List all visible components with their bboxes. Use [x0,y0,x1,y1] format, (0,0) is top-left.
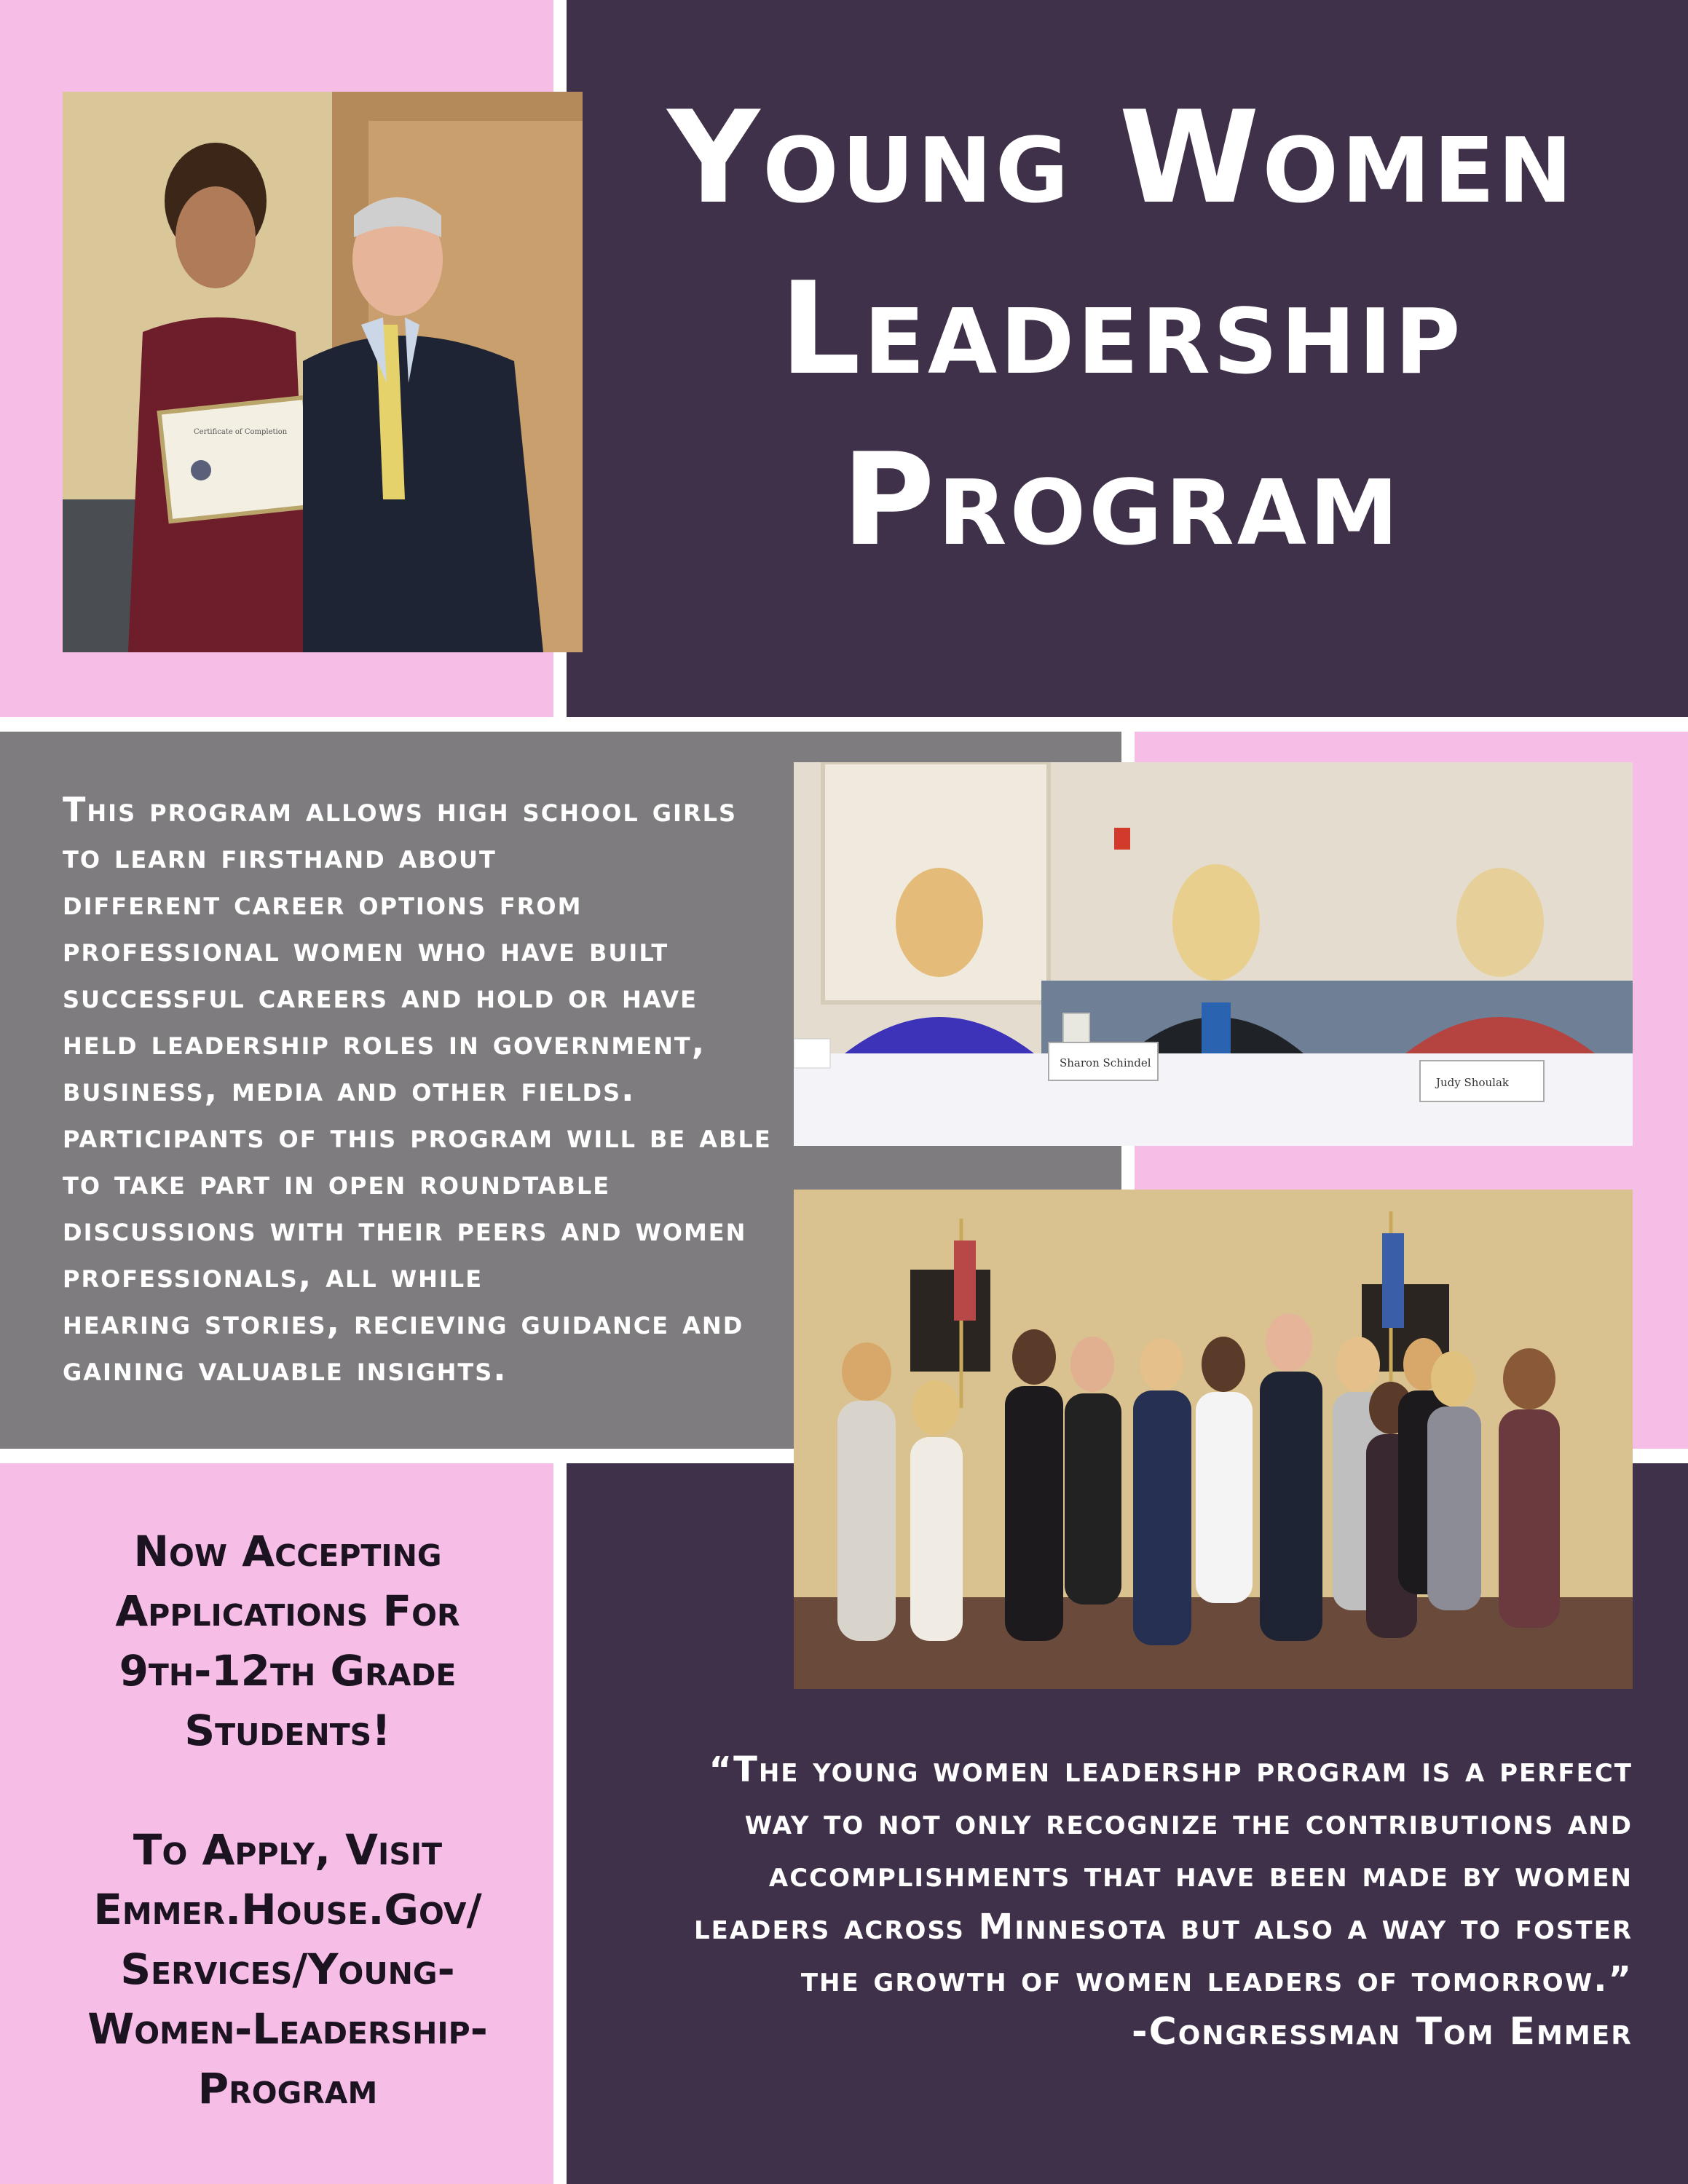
quote-line: the growth of women leaders of tomorrow.” [800,1959,1633,2000]
apply-url-line[interactable]: Women-Leadership- [87,2004,488,2054]
description-line: hearing stories, recieving guidance and [63,1302,744,1342]
quote-line: way to not only recognize the contributions and [744,1802,1633,1843]
description-line: gaining valuable insights. [63,1349,508,1388]
title-line-1: Young Women [667,84,1576,232]
nameplate-sharon-schindel: Sharon Schindel [1060,1056,1151,1069]
apply-line: Students! [184,1706,391,1755]
description-line: This program allows high school girls [63,790,738,829]
congressman-quote [613,1744,1633,2058]
description-line: to take part in open roundtable [63,1163,611,1202]
description-line: held leadership roles in government, [63,1023,706,1062]
quote-line: “The young women leadershp program is a perfect [709,1749,1633,1790]
program-description [63,786,791,1392]
title-line-2: Leadership [779,256,1464,403]
apply-line: To Apply, Visit [133,1825,443,1875]
quote-line: accomplishments that have been made by women [768,1854,1633,1895]
description-line: professionals, all while [63,1256,484,1295]
panel-discussion-photo [794,762,1633,1146]
apply-line: Now Accepting [133,1527,442,1576]
application-info [36,1522,539,2118]
quote-line: leaders across Minnesota but also a way to foster [694,1907,1633,1947]
nameplate-judy-shoulak: Judy Shoulak [1436,1076,1509,1089]
apply-url-line[interactable]: Program [197,2064,378,2113]
title-line-3: Program [841,427,1402,574]
description-line: participants of this program will be able [63,1116,772,1155]
quote-attribution: -Congressman Tom Emmer [1132,2010,1633,2054]
group-photo [794,1190,1633,1689]
description-line: discussions with their peers and women [63,1209,747,1249]
apply-url-line[interactable]: Emmer.House.Gov/ [93,1885,482,1934]
certificate-label: Certificate of Completion [194,428,288,436]
page-title [575,73,1668,586]
certificate-photo [63,92,583,652]
description-line: successful careers and hold or have [63,976,698,1016]
apply-line: 9th-12th Grade [119,1646,457,1696]
description-line: different career options from [63,883,583,922]
apply-line: Applications For [115,1586,460,1636]
apply-url-line[interactable]: Services/Young- [120,1944,455,1994]
description-line: business, media and other fields. [63,1069,636,1109]
description-line: professional women who have built [63,930,669,969]
description-line: to learn firsthand about [63,836,497,876]
